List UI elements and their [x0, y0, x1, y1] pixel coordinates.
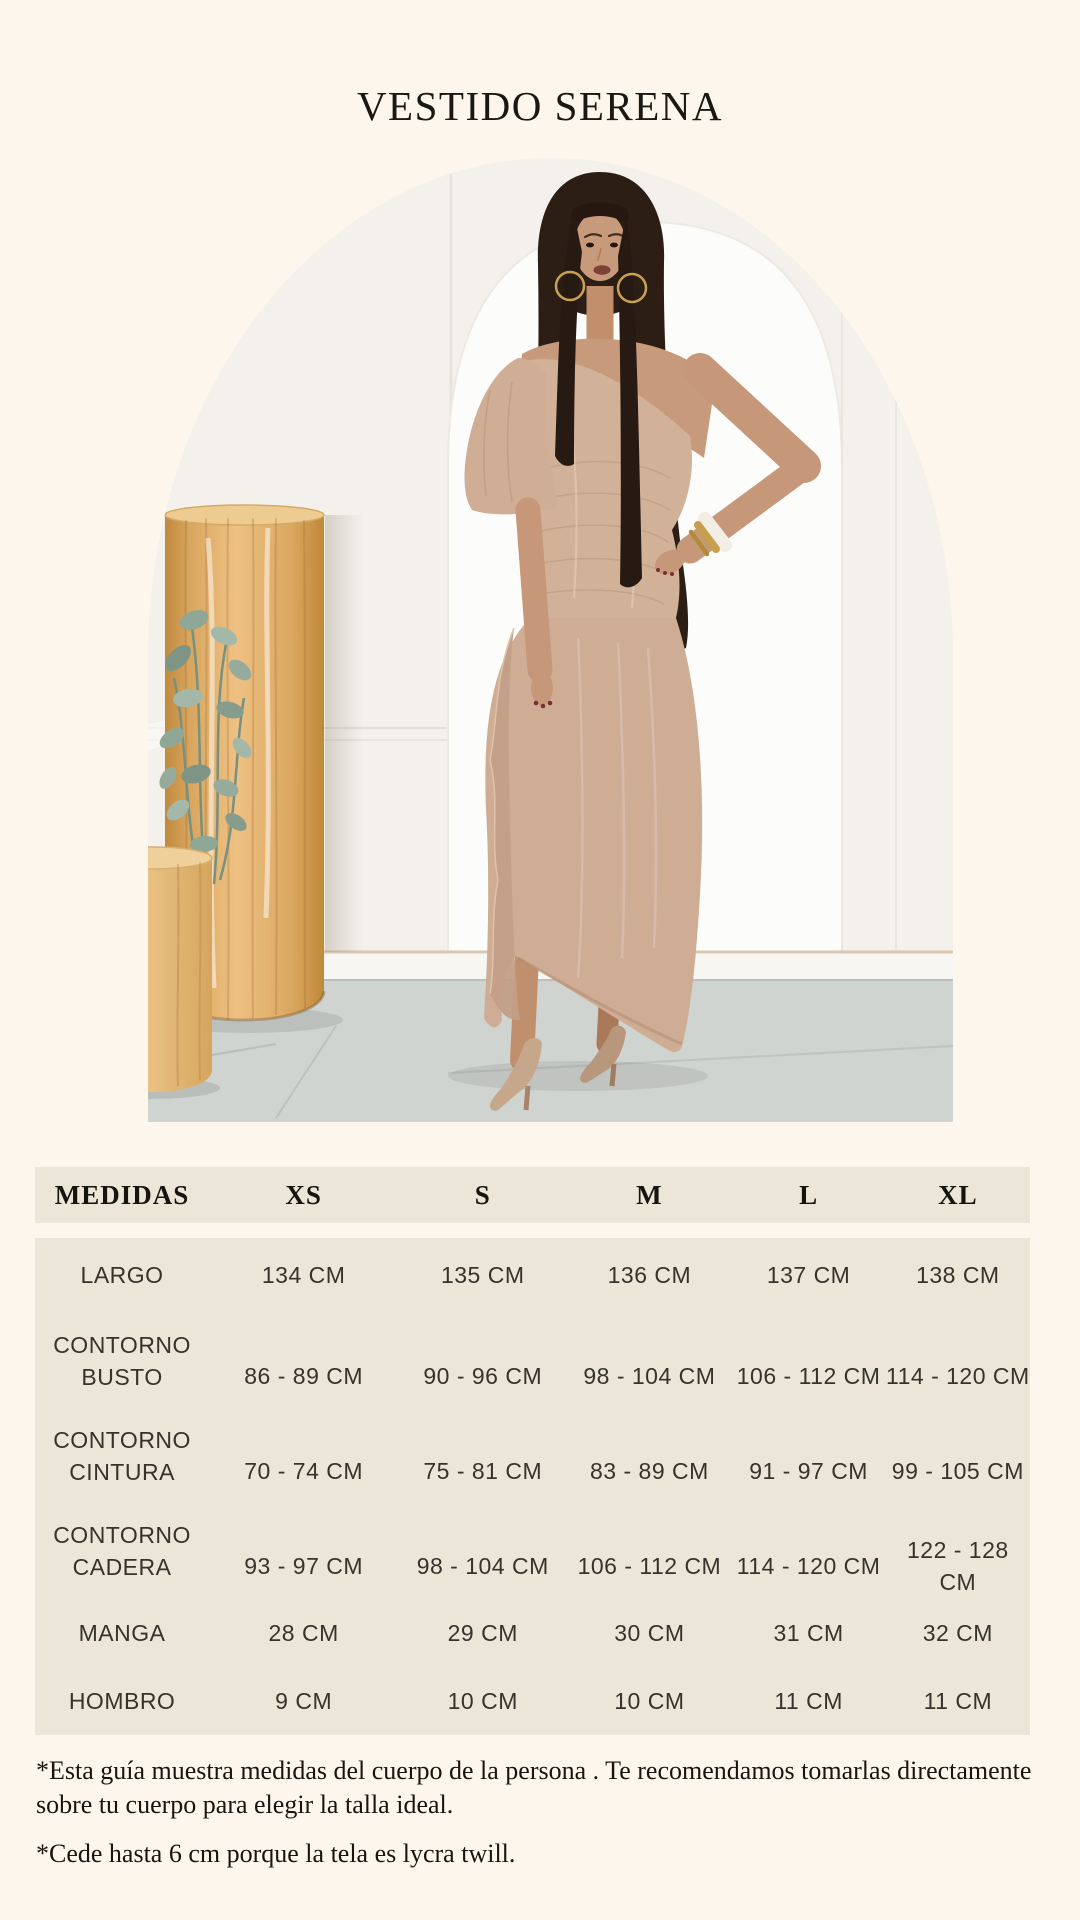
cell-value: 86 - 89 CM: [244, 1362, 364, 1389]
header-xs: XS: [285, 1179, 322, 1210]
pillar-wall-shadow: [325, 515, 363, 952]
header-xl: XL: [938, 1179, 978, 1210]
cell-value: 138 CM: [916, 1262, 1000, 1289]
cell-value: 70 - 74 CM: [244, 1457, 364, 1484]
cell-value: 93 - 97 CM: [244, 1552, 364, 1579]
cell-value: 122 - 128 CM: [906, 1536, 1009, 1595]
table-row-contorno-cintura: [35, 1409, 1030, 1504]
cell-value: 83 - 89 CM: [590, 1457, 709, 1484]
cell-value: 90 - 96 CM: [423, 1362, 543, 1389]
cell-value: 9 CM: [275, 1688, 333, 1715]
cell-value: 91 - 97 CM: [749, 1457, 868, 1484]
cell-value: 99 - 105 CM: [891, 1457, 1024, 1484]
cell-value: 10 CM: [447, 1688, 518, 1715]
table-row-contorno-busto: [35, 1314, 1030, 1409]
measurement-notes: [36, 1754, 1046, 1870]
table-row-contorno-cadera: [35, 1504, 1030, 1599]
cell-value: 11 CM: [923, 1688, 993, 1715]
table-row-manga: [35, 1599, 1030, 1669]
cell-value: 11 CM: [774, 1688, 843, 1715]
cell-value: 136 CM: [607, 1262, 692, 1289]
page-title: VESTIDO SERENA: [356, 83, 724, 129]
row-label: CONTORNO BUSTO: [53, 1331, 191, 1390]
note-fabric-stretch: *Cede hasta 6 cm porque la tela es lycra twill.: [36, 1838, 516, 1868]
cell-value: 106 - 112 CM: [736, 1362, 881, 1389]
cell-value: 114 - 120 CM: [886, 1362, 1030, 1389]
row-label: CONTORNO CADERA: [53, 1521, 191, 1580]
table-row-largo: [35, 1238, 1030, 1314]
cell-value: 98 - 104 CM: [583, 1362, 716, 1389]
size-table-body: [35, 1238, 1030, 1735]
cell-value: 75 - 81 CM: [423, 1457, 543, 1484]
cell-value: 30 CM: [614, 1620, 685, 1647]
cell-value: 98 - 104 CM: [416, 1552, 549, 1579]
header-l: L: [799, 1179, 819, 1210]
wood-stool: [148, 847, 212, 1092]
cell-value: 31 CM: [773, 1620, 844, 1647]
row-label: LARGO: [80, 1262, 164, 1289]
cell-value: 29 CM: [447, 1620, 518, 1647]
note-measurement-guide: *Esta guía muestra medidas del cuerpo de la persona . Te recomendamos tomarlas directamente sobre tu cuerpo para elegir la talla ideal.: [36, 1756, 1032, 1819]
row-label: MANGA: [78, 1620, 166, 1647]
header-m: M: [636, 1179, 663, 1210]
cell-value: 32 CM: [922, 1620, 993, 1647]
row-label: CONTORNO CINTURA: [53, 1426, 191, 1485]
product-photo: [148, 158, 953, 1122]
cell-value: 28 CM: [268, 1620, 339, 1647]
row-label: HOMBRO: [68, 1688, 176, 1715]
size-table-header: [35, 1167, 1030, 1223]
cell-value: 135 CM: [440, 1262, 525, 1289]
cell-value: 137 CM: [766, 1262, 851, 1289]
cell-value: 10 CM: [614, 1688, 685, 1715]
cell-value: 114 - 120 CM: [736, 1552, 881, 1579]
cell-value: 106 - 112 CM: [577, 1552, 722, 1579]
header-medidas: MEDIDAS: [54, 1179, 190, 1210]
table-row-hombro: [35, 1669, 1030, 1735]
header-s: S: [474, 1179, 491, 1210]
cell-value: 134 CM: [261, 1262, 346, 1289]
product-photo-illustration: [148, 158, 953, 1122]
